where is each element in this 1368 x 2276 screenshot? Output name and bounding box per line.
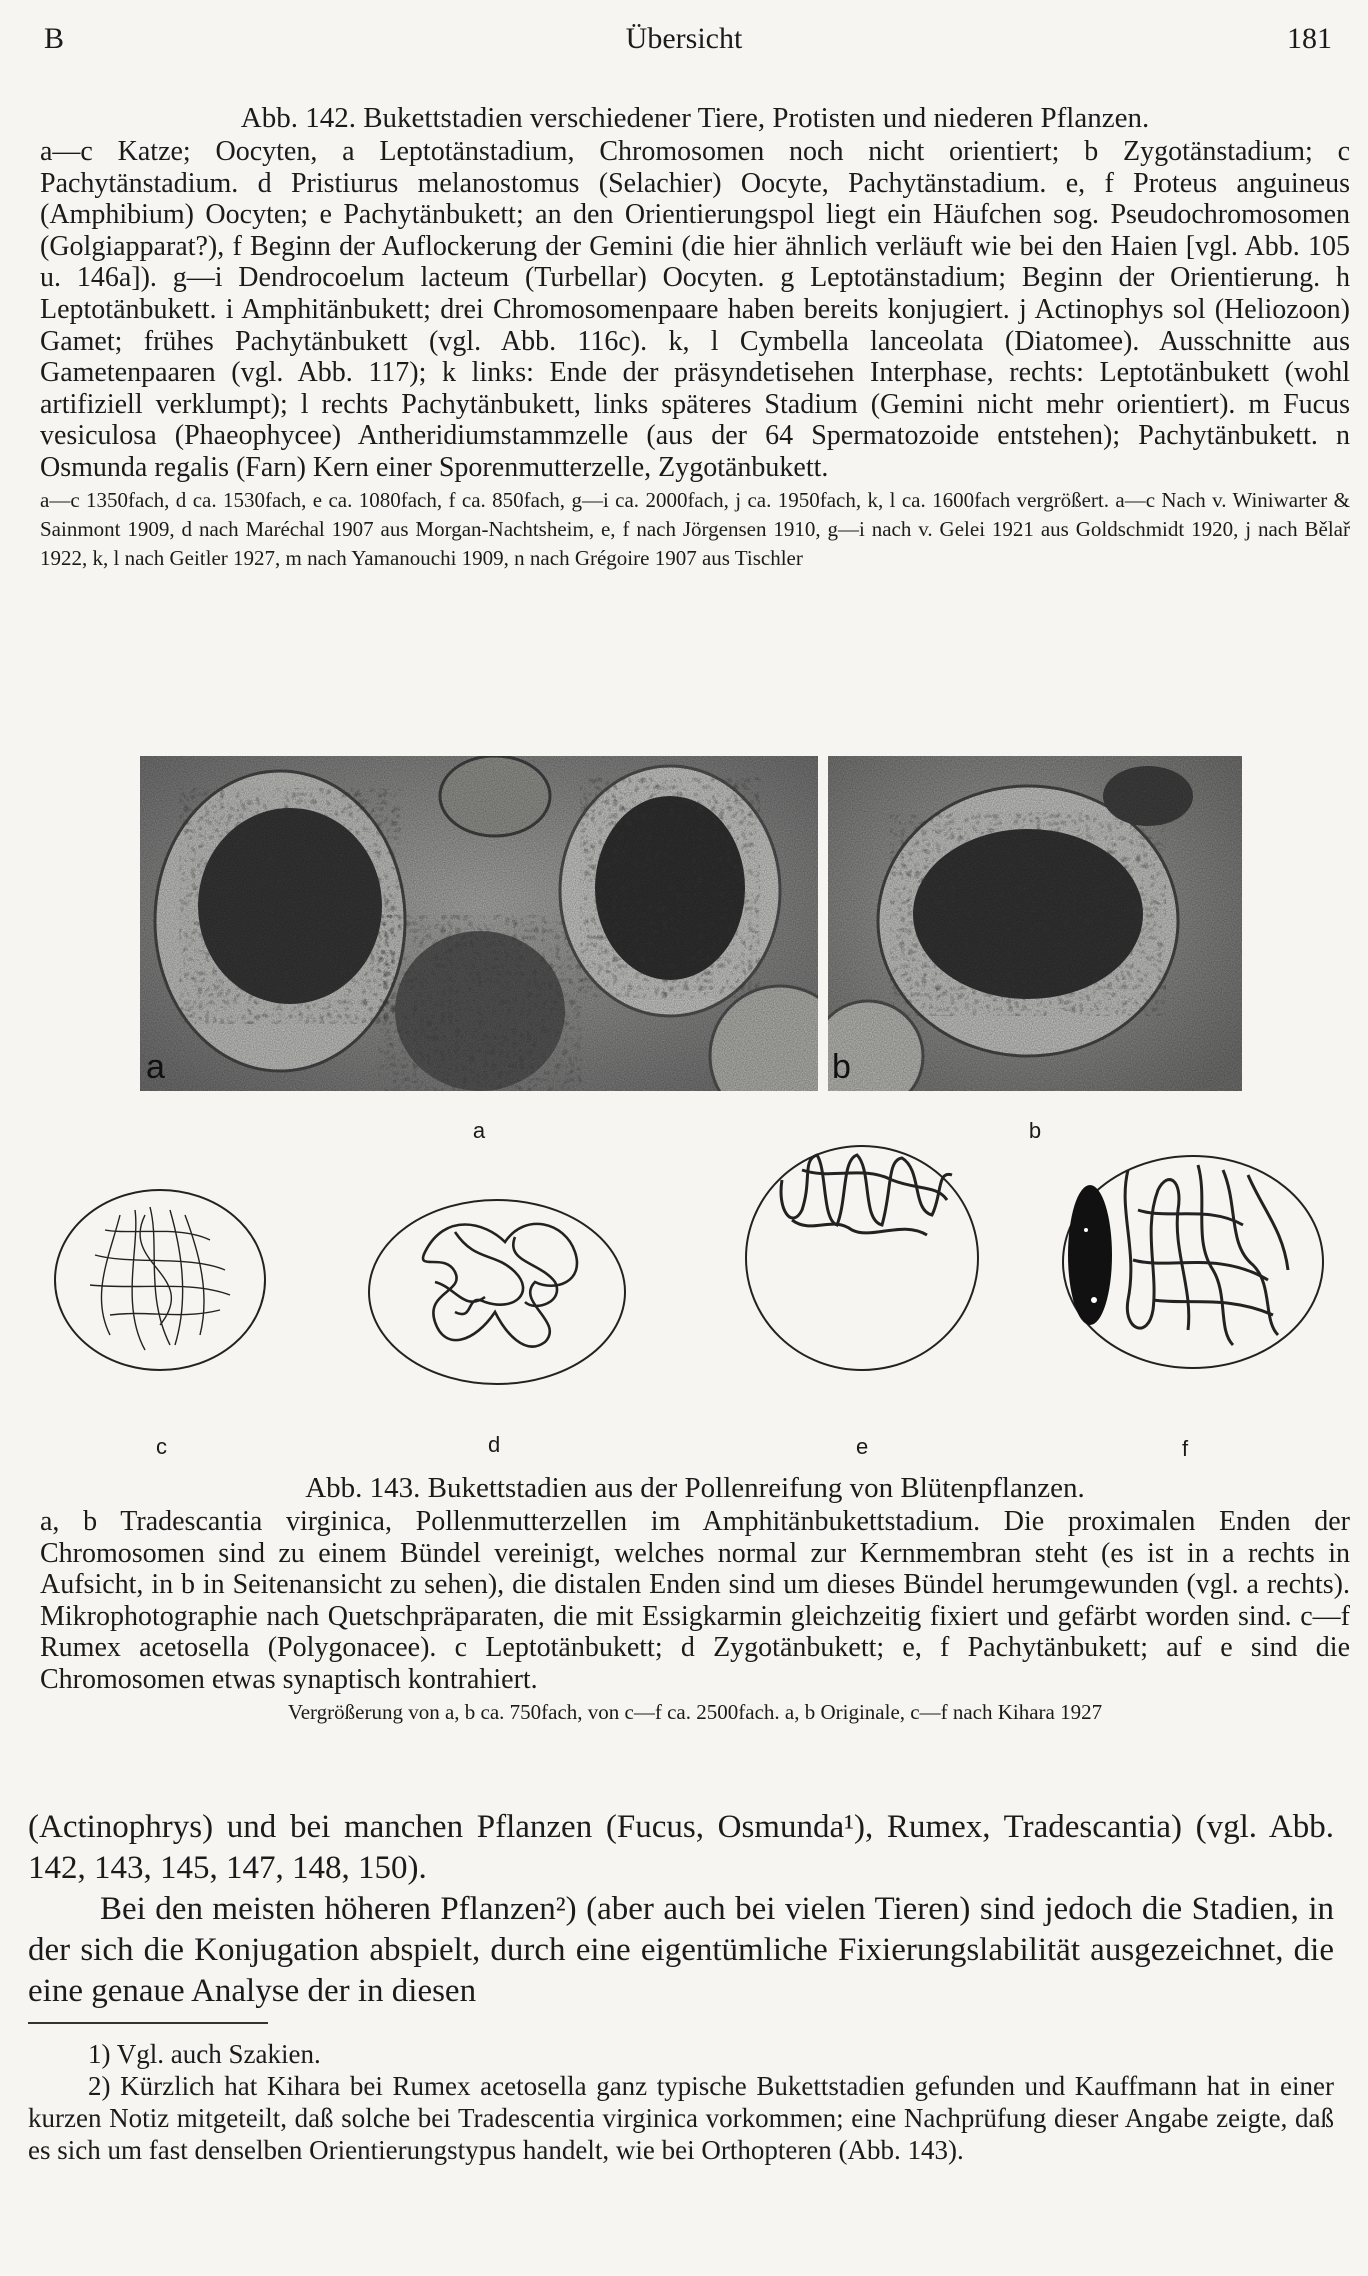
drawing-d — [365, 1192, 630, 1387]
footnote-2: 2) Kürzlich hat Kihara bei Rumex acetosella ganz typische Bukettstadien gefunden und Kauffmann hat in einer kurzen Notiz mitgeteilt, daß solche bei Tradescentia virginica vorkommen; eine Nachprüfung dieser Angabe zeigte, daß es sich um fast denselben Orientierungstypus handelt, wie bei Orthopteren (Abb. 143). — [28, 2071, 1334, 2165]
fig143-title: Abb. 143. Bukettstadien aus der Pollenreifung von Blütenpflanzen. — [305, 1472, 1085, 1504]
body-paragraph-1: (Actinophrys) und bei manchen Pflanzen (Fucus, Osmunda¹), Rumex, Tradescantia) (vgl. Abb. 142, 143, 145, 147, 148, 150). — [28, 1809, 1334, 1886]
fig142-title: Abb. 142. Bukettstadien verschiedener Tiere, Protisten und niederen Pflanzen. — [240, 102, 1150, 134]
fig143-body: a, b Tradescantia virginica, Pollenmutterzellen im Amphitänbukettstadium. Die proximalen Enden der Chromosomen sind zu einem Bündel vereinigt, welches normal zur Kernmembran steht (es ist in a rechts in Aufsicht, in b in Seitenansicht zu sehen), die distalen Enden sind um dieses Bündel herumgewunden (vgl. a rechts). Mikrophotographie nach Quetschpräparaten, die mit Essigkarmin gleichzeitig fixiert und gefärbt worden sind. c—f Rumex acetosella (Polygonacee). c Leptotänbukett; d Zygotänbukett; e, f Pachytänbukett; auf e sind die Chromosomen etwas synaptisch kontrahiert. — [40, 1506, 1350, 1695]
drawing-c-label: c — [156, 1434, 167, 1459]
fig142-body-text: a—c Katze; Oocyten, a Leptotänstadium, Chromosomen noch nicht orientiert; b Zygotänstadium; c Pachytänstadium. d Pristiurus melanostomus (Selachier) Oocyte, Pachytänstadium. e, f Proteus anguineus (Amphibium) Oocyten; e Pachytänbukett; an den Orientierungspol liegt ein Häufchen sog. Pseudochromosomen (Golgiapparat?), f Beginn der Auflockerung der Gemini (die hier ähnlich verläuft wie bei den Haien [vgl. Abb. 105 u. 146a]). g—i Dendrocoelum lacteum (Turbellar) Oocyten. g Leptotänstadium; Beginn der Orientierung. h Leptotänbukett. i Amphitänbukett; drei Chromosomenpaare haben bereits konjugiert. j Actinophys sol (Heliozoon) Gamet; frühes Pachytänbukett (vgl. Abb. 116c). k, l Cymbella lanceolata (Diatomee). Ausschnitte aus Gametenpaaren (vgl. Abb. 117); k links: Ende der präsyndetisehen Interphase, rechts: Leptotänbukett (wohl artifiziell verklumpt); l rechts Pachytänbukett, links späteres Stadium (Gemini nicht mehr orientiert). m Fucus vesiculosa (Phaeophycee) Antheridiumstammzelle (aus der 64 Spermatozoide entstehen); Pachytänbukett. n Osmunda regalis (Farn) Kern einer Sporenmutterzelle, Zygotänbukett. — [40, 136, 1350, 483]
photo-b-caption: b — [1028, 1118, 1042, 1143]
footnote-1: 1) Vgl. auch Szakien. — [88, 2039, 321, 2069]
photo-b-image — [828, 756, 1242, 1091]
drawing-f-label: f — [1182, 1436, 1189, 1461]
drawing-c — [50, 1185, 270, 1375]
page-number: 181 — [1287, 22, 1332, 55]
fig142-body — [40, 136, 1350, 484]
drawing-d-label: d — [488, 1432, 501, 1457]
photo-a — [140, 756, 818, 1091]
drawing-e — [742, 1140, 982, 1375]
photo-b — [828, 756, 1242, 1091]
footnotes — [28, 2038, 1334, 2166]
footnote-divider — [28, 2022, 268, 2024]
header-title: Übersicht — [625, 22, 743, 55]
header-section-letter: B — [44, 22, 65, 55]
fig142-caption — [40, 100, 1350, 573]
body-text — [28, 1807, 1334, 2012]
drawing-f — [1058, 1150, 1328, 1375]
fig143-magnification: Vergrößerung von a, b ca. 750fach, von c—f ca. 2500fach. a, b Originale, c—f nach Kihara 1927 — [287, 1699, 1103, 1724]
photo-a-image — [140, 756, 818, 1091]
drawing-e-label: e — [856, 1434, 869, 1459]
photo-a-letter: a — [146, 1048, 165, 1086]
photo-b-letter: b — [832, 1048, 851, 1086]
photo-a-caption: a — [472, 1118, 486, 1143]
body-paragraph-2: Bei den meisten höheren Pflanzen²) (aber auch bei vielen Tieren) sind jedoch die Stadien, in der sich die Konjugation abspielt, durch eine eigentümliche Fixierungslabilität ausgezeichnet, die eine genaue Analyse der in diesen — [28, 1891, 1334, 2009]
fig142-magnification: a—c 1350fach, d ca. 1530fach, e ca. 1080fach, f ca. 850fach, g—i ca. 2000fach, j ca. 1950fach, k, l ca. 1600fach vergrößert. a—c Nach v. Winiwarter & Sainmont 1909, d nach Maréchal 1907 aus Morgan-Nachtsheim, e, f nach Jörgensen 1910, g—i nach v. Gelei 1921 aus Goldschmidt 1920, j nach Bělař 1922, k, l nach Geitler 1927, m nach Yamanouchi 1909, n nach Grégoire 1907 aus Tischler — [40, 487, 1350, 570]
fig143-caption — [40, 1470, 1350, 1727]
